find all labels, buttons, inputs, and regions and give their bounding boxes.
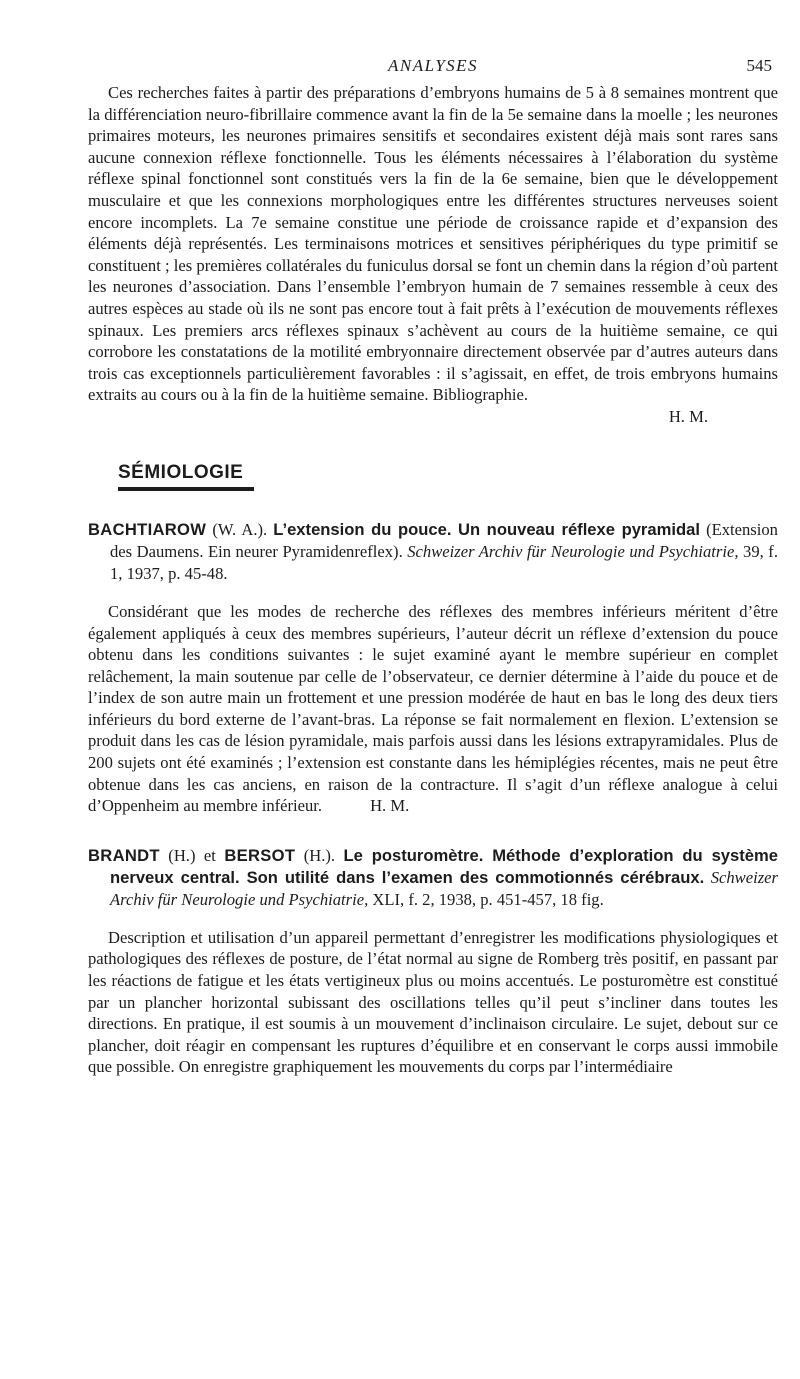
reference-author: BACHTIAROW (88, 519, 207, 539)
abstract-brandt-bersot: Description et utilisation d’un appareil permettant d’enregistrer les modifications physiologiques et pathologiques des réflexes de posture, de l’état normal au signe de Romberg très positif, en passant par les réactions de fatigue et les états vertigineux plus ou moins accentués. Le posturomètre est constitué par un plancher horizontal subissant des oscillations telles qu’il peut s’incliner dans toutes les directions. En pratique, il est soumis à un mouvement d’inclinaison circulaire. Le sujet, debout sur ce plancher, doit réagir en compensant les ruptures d’équilibre et en conservant le corps aussi immobile que possible. On enregistre graphiquement les mouvements du corps par l’intermédiaire (88, 927, 778, 1077)
reference-journal: Schweizer Archiv für Neurologie und Psychiatrie, (110, 867, 778, 909)
page-number: 545 (746, 56, 772, 75)
reference-translation: (Extension des Daumens. Ein neurer Pyramidenreflex). (110, 519, 778, 561)
reference-details: XLI, f. 2, 1938, p. 451-457, 18 fig. (372, 889, 604, 909)
reference-bachtiarow (88, 519, 778, 585)
reference-author-1: BRANDT (88, 845, 160, 865)
reference-brandt-bersot (88, 845, 778, 911)
reference-title: L’extension du pouce. Un nouveau réflexe pyramidal (273, 519, 700, 539)
reference-details: 39, f. 1, 1937, p. 45-48. (110, 541, 778, 583)
reference-conjunction: et (203, 845, 216, 865)
abstract-bachtiarow (88, 601, 778, 817)
abstract-text: Considérant que les modes de recherche des réflexes des membres inférieurs méritent d’être également appliqués à ceux des membres supérieurs, l’auteur décrit un réflexe d’extension du pouce obtenu dans les conditions suivantes : le sujet examiné ayant le membre supérieur en complet relâchement, la main soutenue par celle de l’observateur, ce dernier détermine à l’aide du pouce et de l’index de son autre main un frottement et une pression modérée de haut en bas le long des deux tiers inférieurs du bord externe de l’avant-bras. La réponse se fait normalement en flexion. L’extension se produit dans les cas de lésion pyramidale, mais parfois aussi dans les lésions extrapyramidales. Plus de 200 sujets ont été examinés ; l’extension est constante dans les hémiplégies récentes, mais ne peut être obtenue dans les cas anciens, en raison de la contracture. Il s’agit d’un réflexe analogue à celui d’Oppenheim au membre inférieur. (88, 601, 778, 816)
abstract-signature: H. M. (370, 796, 410, 816)
first-article-signature: H. M. (668, 406, 708, 426)
running-title: ANALYSES (387, 56, 479, 75)
reference-journal: Schweizer Archiv für Neurologie und Psychiatrie, (407, 541, 739, 561)
section-underline (118, 487, 254, 491)
reference-title: Le posturomètre. Méthode d’exploration du système nerveux central. Son utilité dans l’examen des commotionnés cérébraux. (110, 845, 778, 887)
page (88, 48, 778, 1078)
first-article-text: Ces recherches faites à partir des préparations d’embryons humains de 5 à 8 semaines montrent que la différenciation neuro-fibrillaire commence avant la fin de la 5e semaine dans la moelle ; les neurones primaires moteurs, les neurones primaires sensitifs et secondaires existent déjà mais sont rares sans aucune connexion réflexe fonctionnelle. Tous les éléments nécessaires à l’élaboration du système réflexe spinal fonctionnel sont constitués vers la fin de la 6e semaine, bien que le développement musculaire et que les connexions morphologiques entre les différentes structures nerveuses soient encore incomplets. La 7e semaine constitue une période de croissance rapide et d’expansion des éléments déjà représentés. Les terminaisons motrices et sensitives périphériques du type primitif se constituent ; les premières collatérales du funiculus dorsal se font un chemin dans la région d’où partent les neurones d’association. Dans l’ensemble l’embryon humain de 7 semaines ressemble à ceux des autres espèces au stade où ils ne sont pas encore tout à fait prêts à l’exécution de mouvements réflexes spinaux. Les premiers arcs réflexes spinaux s’achèvent au cours de la huitième semaine, ce qui corrobore les constatations de la motilité embryonnaire directement observée par d’autres auteurs dans trois cas exceptionnels particulièrement favorables : il s’agissait, en effet, de trois embryons humains extraits au cours ou à la fin de la huitième semaine. Bibliographie. (88, 83, 778, 405)
reference-initials-2: (H.). (303, 845, 336, 865)
reference-initials-1: (H.) (168, 845, 196, 865)
reference-initials: (W. A.). (212, 519, 268, 539)
reference-author-2: BERSOT (224, 845, 296, 865)
running-header (88, 48, 778, 82)
section-heading: SÉMIOLOGIE (118, 461, 244, 483)
